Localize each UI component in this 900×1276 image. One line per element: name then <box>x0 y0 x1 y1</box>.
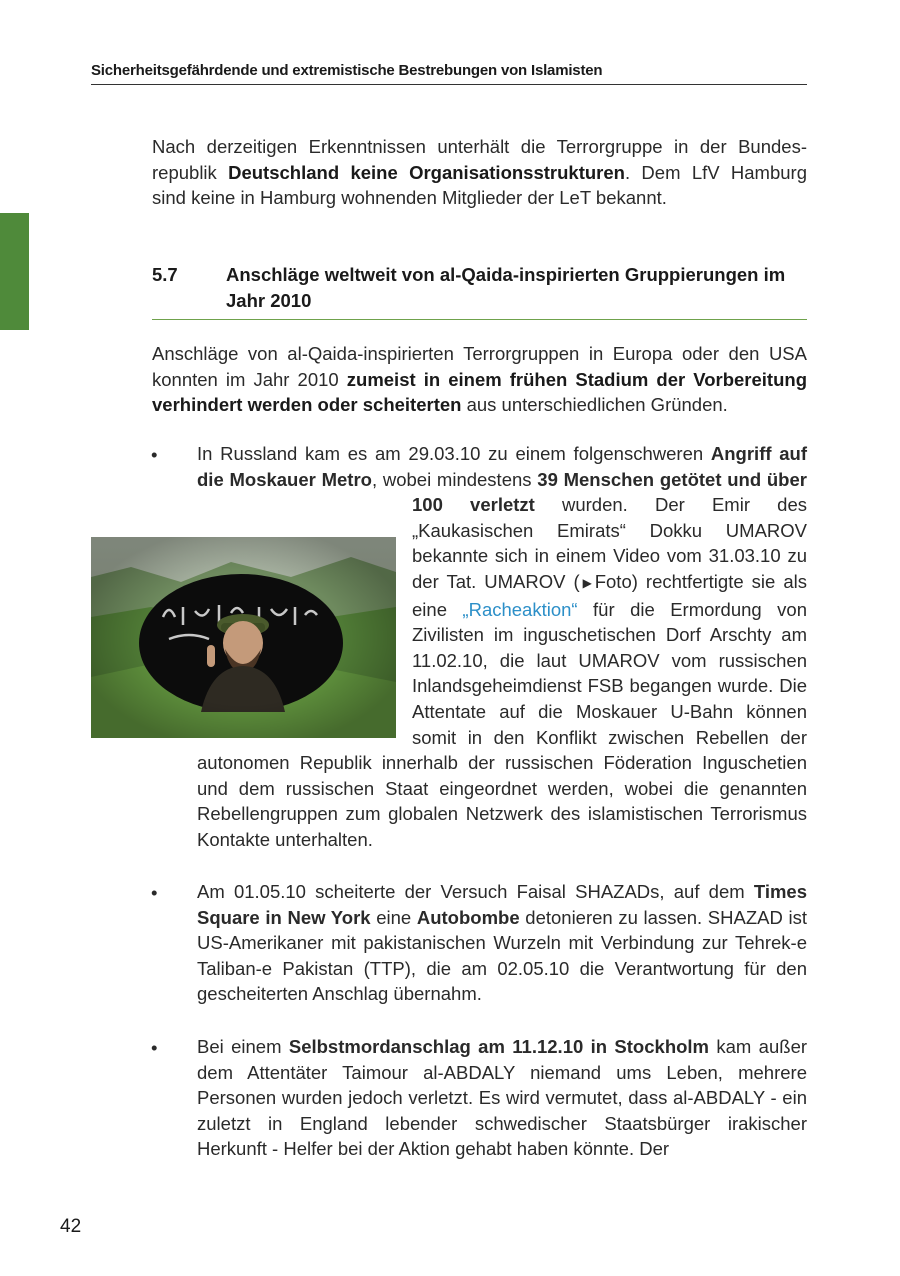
bullet-text: Foto) rechtfertigte sie als eine <box>412 570 807 620</box>
bullet-stockholm <box>197 1034 807 1162</box>
intro-paragraph <box>152 134 807 211</box>
bullet-text: , wobei mindestens <box>371 468 538 490</box>
section-number: 5.7 <box>152 264 178 285</box>
bullet-bold: Selbstmordanschlag am 11.12.10 in Stockholm <box>288 1036 710 1057</box>
lead-text: Anschläge von al-Qaida-inspirierten Terrorgruppen in Europa oder den USA konnten im Jahr 2010 <box>152 343 807 390</box>
arrow-right-icon: ▶ <box>579 575 595 590</box>
bullet-text: für die Ermordung von Zivilisten im inguschetischen Dorf Arschty am 11.02.10, die laut UMAROV vom russischen Inlandsgeheimdienst FSB begangen wurde. Die Attentate auf die Moskauer U-Bahn können somit in den Konflikt zwischen Rebellen der autonomen Republik innerhalb der russischen Föderation Inguschetien und dem russischen Staat eingeordnet werden, wobei die genannten Rebellengruppen zum globalen Netzwerk des islamistischen Terrorismus Kontakte unterhalten. <box>197 598 807 850</box>
bullet-bold: 39 Menschen getötet und über 100 verletzt <box>412 468 807 516</box>
page-number: 42 <box>60 1216 82 1237</box>
bullet-text: In Russland kam es am 29.03.10 zu einem folgenschweren <box>197 443 711 464</box>
intro-text-end: . Dem LfV Hamburg sind keine in Hamburg wohnenden Mitglieder der LeT bekannt. <box>152 161 807 209</box>
lead-bold: zumeist in einem frühen Stadium der Vorbereitung verhindert werden oder scheiterten <box>152 368 807 416</box>
bullet-bold: Autobombe <box>416 906 520 928</box>
intro-bold: Deutschland keine Organisationsstrukturen <box>228 161 625 183</box>
photo-illustration <box>91 537 396 738</box>
bullet-text: eine <box>370 906 417 928</box>
bullet-marker: • <box>151 1037 158 1058</box>
umarov-video-still <box>91 537 396 738</box>
section-heading <box>152 262 807 320</box>
bullet-text: detonieren zu lassen. SHAZAD ist US-Amerikaner mit pakistanischen Wurzeln mit Verbindung zur Tehrek-e Taliban-e Pakistan (TTP), die am 02.05.10 die Verantwortung für den gescheiterten Anschlag übernahm. <box>197 906 807 1005</box>
racheaktion-link[interactable]: „Racheaktion“ <box>462 598 578 620</box>
bullet-text: kam außer dem Attentäter Taimour al-ABDALY niemand ums Leben, mehrere Personen wurden jedoch verletzt. Es wird vermutet, dass al-ABDALY - ein zuletzt in England lebender schwedischer Staatsbürger irakischer Herkunft - Helfer bei der Aktion gehabt haben könnte. Der <box>197 1036 808 1160</box>
bullet-bold: Angriff auf die Moskauer Metro <box>197 443 807 490</box>
chapter-tab-marker <box>0 213 29 330</box>
intro-text: Nach derzeitigen Erkenntnissen unterhält die Terrorgruppe in der Bundesrepublik <box>152 136 807 183</box>
lead-paragraph <box>152 341 807 418</box>
section-title: Anschläge weltweit von al-Qaida-inspirierten Gruppierungen im Jahr 2010 <box>226 264 786 311</box>
running-header: Sicherheitsgefährdende und extremistische Bestrebungen von Islamisten <box>91 62 807 85</box>
bullet-bold: Times Square in New York <box>197 881 807 928</box>
lead-text-end: aus unterschiedlichen Gründen. <box>461 394 728 416</box>
bullet-marker: • <box>151 444 158 465</box>
bullet-text: Bei einem <box>197 1036 289 1057</box>
bullet-text: wurden. Der Emir des „Kaukasischen Emirats“ Dokku UMAROV bekannte sich in einem Video vom 31.03.10 zu der Tat. UMAROV ( <box>412 494 807 592</box>
bullet-text: Am 01.05.10 scheiterte der Versuch Faisal SHAZADs, auf dem <box>197 881 754 902</box>
bullet-marker: • <box>151 882 158 903</box>
bullet-newyork <box>197 879 807 1007</box>
